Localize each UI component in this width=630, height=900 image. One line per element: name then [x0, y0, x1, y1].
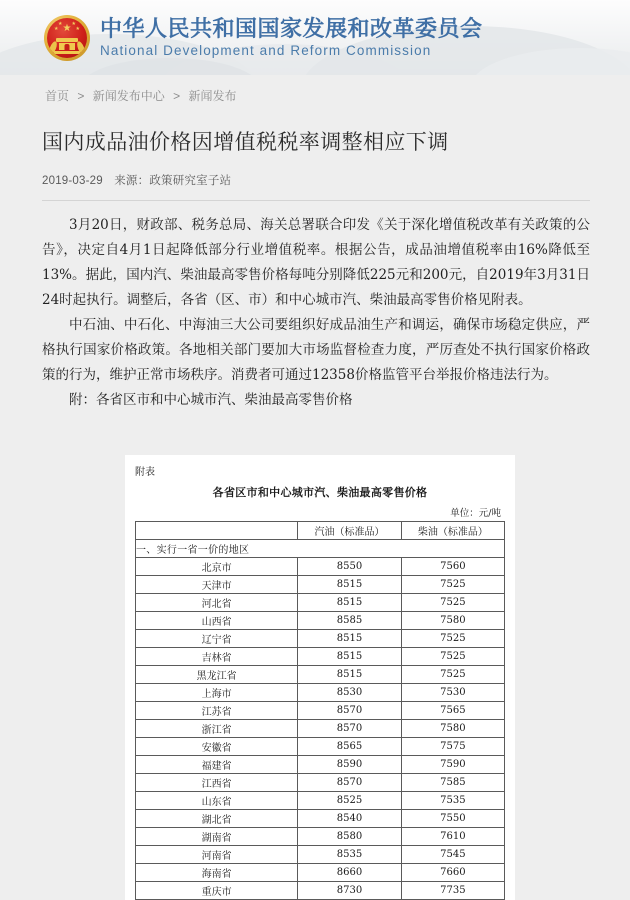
cell-gasoline-price: 8585 — [298, 612, 401, 630]
cell-region: 江西省 — [136, 774, 298, 792]
cell-gasoline-price: 8565 — [298, 738, 401, 756]
tiananmen-base-icon — [54, 51, 80, 54]
cell-region: 浙江省 — [136, 720, 298, 738]
org-name-en: National Development and Reform Commission — [100, 42, 432, 58]
article-paragraph-2: 中石油、中石化、中海油三大公司要组织好成品油生产和调运，确保市场稳定供应，严格执行国家价格政策。各地相关部门要加大市场监督检查力度，严厉查处不执行国家价格政策的行为，维护正常市场秩序。消费者可通过12358价格监管平台举报价格违法行为。 — [42, 317, 590, 383]
cell-region: 河南省 — [136, 846, 298, 864]
cell-diesel-price: 7660 — [401, 864, 504, 882]
table-row — [136, 594, 505, 612]
table-row — [136, 810, 505, 828]
attachment-unit: 单位：元/吨 — [450, 508, 501, 519]
org-name-cn: 中华人民共和国国家发展和改革委员会 — [100, 15, 483, 41]
cell-gasoline-price: 8550 — [298, 558, 401, 576]
cell-gasoline-price: 8515 — [298, 630, 401, 648]
page-title: 国内成品油价格因增值税税率调整相应下调 — [42, 131, 449, 154]
cell-diesel-price: 7580 — [401, 720, 504, 738]
cell-gasoline-price: 8535 — [298, 846, 401, 864]
meta-divider — [42, 200, 590, 201]
cell-region: 河北省 — [136, 594, 298, 612]
breadcrumb-separator: > — [77, 89, 85, 103]
tiananmen-roof-icon — [56, 38, 78, 42]
cell-region: 海南省 — [136, 864, 298, 882]
cell-gasoline-price: 8570 — [298, 774, 401, 792]
column-header-region — [136, 522, 298, 540]
cell-region: 天津市 — [136, 576, 298, 594]
cell-gasoline-price: 8730 — [298, 882, 401, 900]
cell-region: 福建省 — [136, 756, 298, 774]
table-row — [136, 720, 505, 738]
table-row — [136, 756, 505, 774]
table-row — [136, 612, 505, 630]
cell-gasoline-price: 8660 — [298, 864, 401, 882]
article — [0, 126, 630, 413]
price-table — [135, 521, 505, 900]
publish-date: 2019-03-29 — [42, 175, 103, 187]
cell-region: 辽宁省 — [136, 630, 298, 648]
column-header-diesel: 柴油（标准品） — [401, 522, 504, 540]
cell-diesel-price: 7525 — [401, 594, 504, 612]
cell-diesel-price: 7735 — [401, 882, 504, 900]
cell-gasoline-price: 8590 — [298, 756, 401, 774]
cell-gasoline-price: 8570 — [298, 702, 401, 720]
article-paragraph-1: 3月20日，财政部、税务总局、海关总署联合印发《关于深化增值税改革有关政策的公告》，决定自4月1日起降低部分行业增值税率。根据公告，成品油增值税率由16%降低至13%。据此，国内汽、柴油最高零售价格每吨分别降低225元和200元，自2019年3月31日24时起执行。调整后，各省（区、市）和中心城市汽、柴油最高零售价格见附表。 — [42, 217, 590, 308]
cell-region: 北京市 — [136, 558, 298, 576]
tiananmen-door-icon — [65, 44, 70, 50]
cell-diesel-price: 7525 — [401, 576, 504, 594]
cell-diesel-price: 7525 — [401, 666, 504, 684]
table-row — [136, 828, 505, 846]
table-row — [136, 702, 505, 720]
cell-region: 山西省 — [136, 612, 298, 630]
cell-region: 重庆市 — [136, 882, 298, 900]
cell-gasoline-price: 8515 — [298, 648, 401, 666]
cell-gasoline-price: 8515 — [298, 594, 401, 612]
star-icon: ★ — [75, 25, 80, 32]
table-row — [136, 630, 505, 648]
breadcrumb-item-home[interactable]: 首页 — [45, 89, 70, 103]
header-inner — [0, 0, 630, 75]
table-row — [136, 774, 505, 792]
cell-diesel-price: 7525 — [401, 630, 504, 648]
cell-gasoline-price: 8580 — [298, 828, 401, 846]
cell-gasoline-price: 8525 — [298, 792, 401, 810]
article-meta — [42, 172, 590, 188]
cell-diesel-price: 7535 — [401, 792, 504, 810]
cell-gasoline-price: 8530 — [298, 684, 401, 702]
table-row — [136, 792, 505, 810]
cell-diesel-price: 7565 — [401, 702, 504, 720]
table-row — [136, 738, 505, 756]
star-icon: ★ — [54, 25, 59, 32]
breadcrumb-item-news-center[interactable]: 新闻发布中心 — [92, 89, 165, 103]
cell-region: 黑龙江省 — [136, 666, 298, 684]
star-icon: ★ — [62, 22, 72, 34]
cell-gasoline-price: 8515 — [298, 666, 401, 684]
breadcrumb-separator: > — [173, 89, 181, 103]
table-section-row — [136, 540, 505, 558]
table-row — [136, 882, 505, 900]
cell-diesel-price: 7575 — [401, 738, 504, 756]
table-row — [136, 666, 505, 684]
cell-diesel-price: 7610 — [401, 828, 504, 846]
cell-gasoline-price: 8570 — [298, 720, 401, 738]
cell-region: 江苏省 — [136, 702, 298, 720]
cell-region: 湖南省 — [136, 828, 298, 846]
column-header-gasoline: 汽油（标准品） — [298, 522, 401, 540]
cell-diesel-price: 7550 — [401, 810, 504, 828]
table-row — [136, 576, 505, 594]
price-table-head — [136, 522, 505, 540]
breadcrumb — [0, 75, 630, 104]
site-header — [0, 0, 630, 75]
cell-diesel-price: 7580 — [401, 612, 504, 630]
cell-diesel-price: 7560 — [401, 558, 504, 576]
breadcrumb-item-news-release[interactable]: 新闻发布 — [188, 89, 237, 103]
table-row — [136, 864, 505, 882]
cell-gasoline-price: 8540 — [298, 810, 401, 828]
cell-gasoline-price: 8515 — [298, 576, 401, 594]
attachment-label: 附表 — [135, 467, 155, 478]
table-row — [136, 648, 505, 666]
cell-diesel-price: 7545 — [401, 846, 504, 864]
star-icon: ★ — [71, 20, 76, 27]
cell-region: 上海市 — [136, 684, 298, 702]
cell-region: 湖北省 — [136, 810, 298, 828]
org-names — [100, 15, 483, 58]
cell-diesel-price: 7590 — [401, 756, 504, 774]
cell-diesel-price: 7530 — [401, 684, 504, 702]
emblem-field — [47, 18, 87, 58]
table-row — [136, 846, 505, 864]
table-header-row — [136, 522, 505, 540]
star-icon: ★ — [58, 20, 63, 27]
attachment-title: 各省区市和中心城市汽、柴油最高零售价格 — [212, 486, 428, 499]
table-row — [136, 684, 505, 702]
cell-region: 山东省 — [136, 792, 298, 810]
attachment-table-image — [125, 455, 515, 900]
table-row — [136, 558, 505, 576]
cell-diesel-price: 7525 — [401, 648, 504, 666]
article-source: 来源：政策研究室子站 — [114, 175, 232, 187]
table-section-label: 一、实行一省一价的地区 — [136, 540, 505, 558]
article-body — [42, 213, 590, 413]
national-emblem-icon — [44, 15, 90, 61]
cell-diesel-price: 7585 — [401, 774, 504, 792]
cell-region: 安徽省 — [136, 738, 298, 756]
cell-region: 吉林省 — [136, 648, 298, 666]
article-attachment-note: 附：各省区市和中心城市汽、柴油最高零售价格 — [69, 392, 353, 408]
